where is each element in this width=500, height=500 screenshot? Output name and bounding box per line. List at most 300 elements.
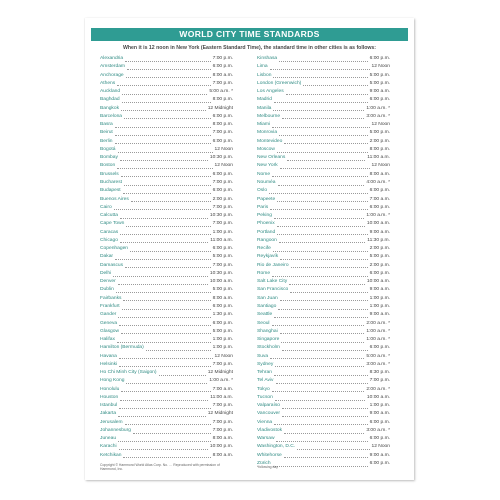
city-name: Shanghai — [257, 328, 278, 334]
dot-leader — [127, 65, 211, 70]
city-time-row — [100, 303, 233, 311]
city-time-row — [100, 237, 233, 245]
city-time-row — [100, 146, 233, 154]
dot-leader — [124, 181, 211, 186]
local-time: 5:00 p.m. — [369, 80, 390, 86]
local-time: 3:00 a.m. * — [366, 113, 390, 119]
dot-leader — [115, 139, 211, 144]
local-time: 6:00 p.m. — [369, 188, 390, 194]
local-time: 10:30 p.m. — [209, 270, 233, 276]
city-name: Caracas — [100, 229, 119, 235]
local-time: 9:00 a.m. — [369, 89, 390, 95]
dot-leader — [277, 230, 367, 235]
city-name: Nome — [257, 171, 271, 177]
city-time-row — [257, 410, 390, 418]
city-time-row — [257, 55, 390, 63]
local-time: 5:00 p.m. — [212, 254, 233, 260]
city-name: Seattle — [257, 312, 273, 318]
local-time: 8:00 p.m. — [212, 97, 233, 103]
city-name: Alexandria — [100, 56, 124, 61]
local-time: 1:00 a.m. * — [366, 328, 390, 334]
dot-leader — [286, 90, 368, 95]
city-name: Miami — [257, 122, 271, 128]
dot-leader — [297, 445, 369, 450]
local-time: 1:00 p.m. — [212, 229, 233, 235]
dot-leader — [121, 387, 210, 392]
city-name: Tokyo — [257, 386, 270, 392]
city-time-row — [257, 386, 390, 394]
dot-leader — [279, 57, 367, 62]
local-time: 5:00 p.m. — [369, 254, 390, 260]
city-name: San Juan — [257, 295, 278, 301]
dot-leader — [118, 412, 206, 417]
city-time-row — [257, 212, 390, 220]
dot-leader — [125, 57, 211, 62]
page-subtitle: When it is 12 noon in New York (Eastern Standard Time), the standard time in other cities is as follows: — [122, 45, 377, 51]
dot-leader — [269, 189, 368, 194]
city-name: Stockholm — [257, 345, 280, 351]
city-time-row — [100, 80, 233, 88]
city-name: London (Greenwich) — [257, 80, 302, 86]
local-time: 12 Midnight — [207, 370, 233, 376]
city-time-row — [100, 121, 233, 129]
city-time-row — [100, 229, 233, 237]
dot-leader — [123, 453, 210, 458]
dot-leader — [275, 362, 364, 367]
dot-leader — [277, 222, 365, 227]
city-name: Halifax — [100, 337, 115, 343]
city-name: Calcutta — [100, 213, 118, 219]
dot-leader — [120, 156, 208, 161]
dot-leader — [125, 420, 211, 425]
city-time-row — [100, 336, 233, 344]
city-time-row — [257, 452, 390, 460]
dot-leader — [280, 329, 365, 334]
city-name: Moscow — [257, 146, 275, 152]
dot-leader — [273, 247, 368, 252]
city-time-row — [257, 278, 390, 286]
city-name: Copenhagen — [100, 246, 129, 252]
city-time-row — [100, 270, 233, 278]
dot-leader — [282, 412, 368, 417]
city-name: Geneva — [100, 320, 118, 326]
dot-leader — [279, 238, 365, 243]
city-time-row — [257, 96, 390, 104]
city-time-row — [100, 320, 233, 328]
local-time: 7:00 p.m. — [212, 221, 233, 227]
city-time-row — [100, 171, 233, 179]
city-name: Budapest — [100, 188, 121, 194]
city-name: Denver — [100, 279, 116, 285]
dot-leader — [274, 420, 367, 425]
city-name: Peking — [257, 213, 272, 219]
local-time: 6:00 p.m. — [212, 320, 233, 326]
city-time-row — [100, 105, 233, 113]
city-time-row — [100, 402, 233, 410]
following-day-note: *following day — [257, 465, 278, 469]
dot-leader — [118, 437, 211, 442]
dot-leader — [115, 131, 211, 136]
local-time: 6:00 p.m. — [212, 303, 233, 309]
city-name: Montevideo — [257, 138, 283, 144]
city-name: Rangoon — [257, 237, 277, 243]
city-time-row — [100, 129, 233, 137]
city-name: Barcelona — [100, 113, 123, 119]
dot-leader — [272, 123, 369, 128]
city-time-row — [257, 187, 390, 195]
city-time-row — [100, 162, 233, 170]
local-time: 8:30 p.m. — [369, 370, 390, 376]
local-time: 12 Noon — [371, 64, 390, 70]
city-time-row — [257, 121, 390, 129]
city-time-row — [257, 394, 390, 402]
dot-leader — [131, 197, 211, 202]
dot-leader — [119, 362, 210, 367]
dot-leader — [117, 81, 210, 86]
local-time: 1:00 p.m. — [369, 303, 390, 309]
dot-leader — [274, 214, 364, 219]
dot-leader — [117, 164, 212, 169]
city-name: Jerusalem — [100, 419, 123, 425]
city-name: Helsinki — [100, 361, 118, 367]
local-time: 10:30 p.m. — [209, 155, 233, 161]
city-time-row — [100, 187, 233, 195]
dot-leader — [119, 321, 210, 326]
city-time-row — [257, 80, 390, 88]
local-time: 1:00 p.m. — [369, 403, 390, 409]
city-name: San Francisco — [257, 287, 289, 293]
city-name: Dakar — [100, 254, 114, 260]
local-time: 5:00 p.m. — [212, 328, 233, 334]
city-time-row — [257, 72, 390, 80]
local-time: 12 Noon — [214, 353, 233, 359]
dot-leader — [115, 255, 211, 260]
dot-leader — [119, 354, 213, 359]
dot-leader — [280, 164, 370, 169]
local-time: 1:00 a.m. * — [209, 378, 233, 384]
city-time-row — [257, 245, 390, 253]
city-name: Manila — [257, 105, 272, 111]
dot-leader — [274, 371, 368, 376]
city-name: Bucharest — [100, 179, 123, 185]
city-name: Beirut — [100, 130, 113, 136]
local-time: 8:00 a.m. — [369, 171, 390, 177]
local-time: 12 Noon — [214, 146, 233, 152]
city-time-row — [100, 196, 233, 204]
city-name: Sydney — [257, 361, 274, 367]
dot-leader — [123, 189, 211, 194]
city-time-row — [257, 162, 390, 170]
city-time-row — [100, 278, 233, 286]
dot-leader — [282, 346, 368, 351]
dot-leader — [122, 305, 211, 310]
local-time: 5:00 p.m. — [369, 130, 390, 136]
city-name: Santiago — [257, 303, 277, 309]
city-time-row — [100, 443, 233, 451]
local-time: 12 Noon — [371, 163, 390, 169]
city-name: Athens — [100, 80, 116, 86]
city-time-row — [100, 353, 233, 361]
local-time: 2:00 p.m. — [369, 246, 390, 252]
city-time-row — [257, 179, 390, 187]
dot-leader — [272, 272, 368, 277]
city-name: Rome — [257, 270, 271, 276]
left-city-column — [100, 55, 233, 460]
dot-leader — [284, 453, 368, 458]
city-time-row — [257, 427, 390, 435]
local-time: 6:00 p.m. — [369, 436, 390, 442]
local-time: 3:00 a.m. * — [366, 361, 390, 367]
city-time-row — [257, 270, 390, 278]
city-time-row — [257, 303, 390, 311]
dot-leader — [276, 437, 367, 442]
city-time-row — [100, 295, 233, 303]
local-time: 9:00 a.m. — [369, 287, 390, 293]
city-time-row — [100, 361, 233, 369]
city-name: Damascus — [100, 262, 124, 268]
local-time: 6:00 p.m. — [369, 419, 390, 425]
city-name: Ho Chi Minh City (Saigon) — [100, 370, 157, 376]
city-name: Salt Lake City — [257, 279, 288, 285]
city-name: Bangkok — [100, 105, 120, 111]
local-time: 8:00 a.m. — [212, 295, 233, 301]
page-title: WORLD CITY TIME STANDARDS — [91, 28, 408, 41]
dot-leader — [275, 396, 365, 401]
local-time: 1:00 a.m. * — [366, 337, 390, 343]
dot-leader — [278, 181, 365, 186]
dot-leader — [118, 313, 210, 318]
city-time-row — [100, 435, 233, 443]
city-time-row — [100, 452, 233, 460]
city-time-row — [100, 377, 233, 385]
dot-leader — [277, 148, 368, 153]
local-time: 6:00 p.m. — [212, 171, 233, 177]
city-time-row — [257, 138, 390, 146]
city-name: Jakarta — [100, 411, 117, 417]
city-time-row — [257, 196, 390, 204]
dot-leader — [126, 73, 211, 78]
local-time: 10:00 p.m. — [209, 444, 233, 450]
city-name: Lima — [257, 64, 268, 70]
local-time: 5:00 a.m. * — [366, 353, 390, 359]
city-time-row — [257, 105, 390, 113]
city-name: Lisbon — [257, 72, 272, 78]
city-name: New York — [257, 163, 278, 169]
local-time: 2:00 a.m. * — [366, 320, 390, 326]
city-name: Monrovia — [257, 130, 278, 136]
dot-leader — [284, 139, 367, 144]
city-time-row — [100, 427, 233, 435]
city-time-row — [257, 229, 390, 237]
city-time-row — [100, 96, 233, 104]
city-name: Istanbul — [100, 403, 118, 409]
city-name: New Orleans — [257, 155, 286, 161]
local-time: 7:00 p.m. — [369, 378, 390, 384]
city-time-row — [257, 88, 390, 96]
dot-leader — [119, 404, 210, 409]
city-time-row — [257, 336, 390, 344]
city-name: Brussels — [100, 171, 119, 177]
local-time: 7:00 p.m. — [212, 204, 233, 210]
city-time-row — [257, 63, 390, 71]
city-time-row — [100, 179, 233, 187]
city-time-row — [257, 443, 390, 451]
dot-leader — [121, 172, 211, 177]
local-time: 12 Noon — [371, 444, 390, 450]
city-name: Rio de Janeiro — [257, 262, 289, 268]
dot-leader — [117, 338, 211, 343]
city-name: Baghdad — [100, 97, 120, 103]
dot-leader — [116, 288, 211, 293]
city-name: Tucson — [257, 394, 273, 400]
local-time: 6:00 p.m. — [212, 246, 233, 252]
local-time: 2:00 p.m. — [212, 196, 233, 202]
local-time: 6:00 p.m. — [369, 56, 390, 61]
local-time: 9:00 a.m. — [369, 452, 390, 458]
city-time-row — [100, 154, 233, 162]
city-time-row — [100, 262, 233, 270]
dot-leader — [120, 396, 208, 401]
city-name: Honolulu — [100, 386, 120, 392]
dot-leader — [113, 272, 208, 277]
local-time: 2:00 a.m. * — [366, 386, 390, 392]
city-time-row — [100, 419, 233, 427]
city-name: Nouméa — [257, 179, 276, 185]
city-name: Tel Aviv — [257, 378, 274, 384]
city-name: Hong Kong — [100, 378, 125, 384]
dot-leader — [118, 148, 213, 153]
city-time-row — [257, 286, 390, 294]
city-time-row — [100, 204, 233, 212]
city-name: Recife — [257, 246, 271, 252]
city-name: Karachi — [100, 444, 117, 450]
city-name: Juneau — [100, 436, 117, 442]
city-time-row — [257, 171, 390, 179]
city-time-row — [100, 88, 233, 96]
dot-leader — [124, 114, 211, 119]
city-time-row — [100, 410, 233, 418]
local-time: 1:00 p.m. — [369, 295, 390, 301]
local-time: 7:00 p.m. — [212, 419, 233, 425]
dot-leader — [120, 230, 210, 235]
local-time: 6:00 p.m. — [369, 97, 390, 103]
local-time: 7:00 p.m. — [212, 130, 233, 136]
local-time: 12 Noon — [371, 122, 390, 128]
city-name: Gander — [100, 312, 117, 318]
local-time: 11:00 a.m. — [210, 237, 233, 243]
city-name: Los Angeles — [257, 89, 284, 95]
city-time-row — [257, 129, 390, 137]
dot-leader — [270, 65, 370, 70]
city-name: Chicago — [100, 237, 118, 243]
local-time: 6:00 p.m. — [369, 461, 390, 467]
local-time: 11:00 a.m. — [367, 155, 390, 161]
dot-leader — [126, 222, 210, 227]
city-name: Auckland — [100, 89, 121, 95]
city-name: Boston — [100, 163, 116, 169]
right-city-column — [257, 55, 390, 468]
local-time: 1:30 p.m. — [212, 312, 233, 318]
city-time-row — [257, 435, 390, 443]
city-time-row — [100, 72, 233, 80]
local-time: 7:00 p.m. — [212, 361, 233, 367]
city-name: Madrid — [257, 97, 272, 103]
city-time-row — [257, 344, 390, 352]
dot-leader — [274, 98, 368, 103]
local-time: 6:00 p.m. — [212, 64, 233, 70]
local-time: 6:00 p.m. — [212, 113, 233, 119]
dot-leader — [281, 338, 364, 343]
dot-leader — [272, 387, 365, 392]
city-time-row — [100, 113, 233, 121]
city-time-row — [100, 386, 233, 394]
city-name: Vladivostok — [257, 427, 283, 433]
dot-leader — [118, 280, 208, 285]
dot-leader — [272, 321, 365, 326]
dot-leader — [130, 247, 211, 252]
local-time: 7:00 p.m. — [212, 179, 233, 185]
city-name: Melbourne — [257, 113, 281, 119]
dot-leader — [280, 296, 368, 301]
city-name: Delhi — [100, 270, 112, 276]
dot-leader — [120, 238, 208, 243]
dot-leader — [278, 305, 367, 310]
dot-leader — [277, 197, 367, 202]
city-time-row — [257, 113, 390, 121]
city-name: Anchorage — [100, 72, 124, 78]
city-name: Valparaíso — [257, 403, 281, 409]
dot-leader — [273, 106, 364, 111]
dot-leader — [126, 379, 207, 384]
city-name: Fairbanks — [100, 295, 122, 301]
city-time-row — [100, 369, 233, 377]
local-time: 7:00 a.m. — [212, 386, 233, 392]
city-time-row — [257, 328, 390, 336]
dot-leader — [122, 90, 207, 95]
city-time-row — [257, 419, 390, 427]
local-time: 5:00 p.m. — [212, 287, 233, 293]
city-name: Washington, D.C. — [257, 444, 296, 450]
city-name: Suva — [257, 353, 269, 359]
time-standards-page — [85, 18, 414, 480]
city-name: Dublin — [100, 287, 114, 293]
city-time-row — [100, 394, 233, 402]
local-time: 7:00 p.m. — [212, 427, 233, 433]
dot-leader — [282, 404, 368, 409]
local-time: 6:00 p.m. — [212, 188, 233, 194]
local-time: 10:00 a.m. — [366, 394, 390, 400]
city-time-row — [100, 55, 233, 63]
local-time: 1:00 a.m. * — [366, 213, 390, 219]
dot-leader — [133, 429, 211, 434]
local-time: 6:00 p.m. — [212, 138, 233, 144]
local-time: 6:00 p.m. — [369, 204, 390, 210]
dot-leader — [290, 288, 367, 293]
local-time: 7:00 a.m. — [369, 196, 390, 202]
local-time: 7:00 p.m. — [212, 403, 233, 409]
dot-leader — [115, 123, 211, 128]
city-time-row — [257, 369, 390, 377]
dot-leader — [273, 73, 367, 78]
local-time: 12 Midnight — [207, 411, 233, 417]
local-time: 9:00 a.m. — [369, 312, 390, 318]
local-time: 10:00 a.m. — [366, 279, 390, 285]
local-time: 3:00 a.m. * — [366, 427, 390, 433]
city-time-row — [100, 286, 233, 294]
city-time-row — [257, 237, 390, 245]
city-name: Bombay — [100, 155, 118, 161]
city-name: Vancouver — [257, 411, 281, 417]
